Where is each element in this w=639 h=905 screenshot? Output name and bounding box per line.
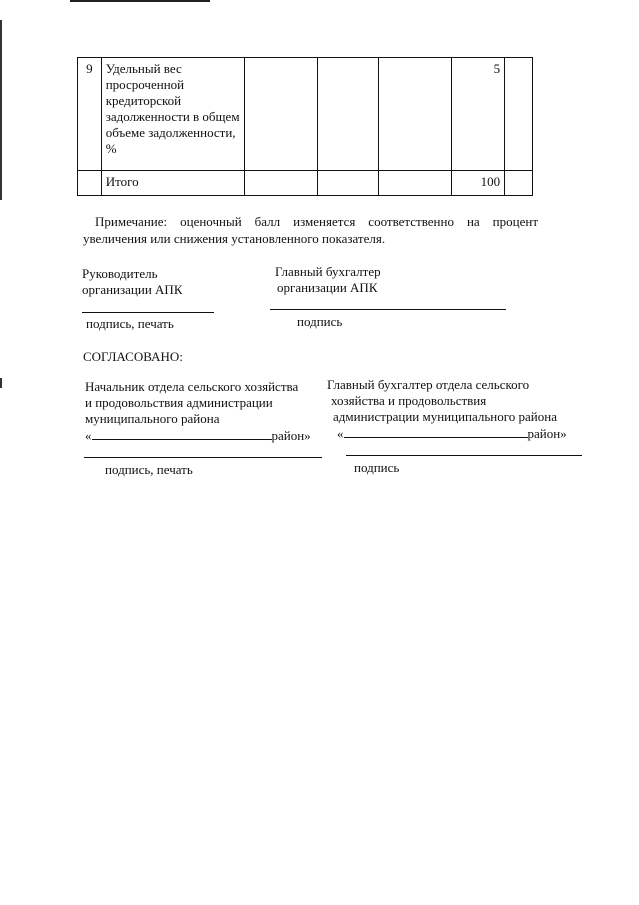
note-text: Примечание: оценочный балл изменяется соответственно на процент увеличения или снижения установленного показателя.	[83, 214, 538, 246]
row-name: Итого	[101, 171, 244, 196]
head-signature-caption: подпись, печать	[86, 316, 174, 331]
empty-cell	[379, 171, 452, 196]
row-score: 5	[452, 58, 505, 171]
empty-cell	[505, 171, 533, 196]
approved-left-line3: муниципального района	[85, 411, 220, 426]
accountant-title	[275, 264, 381, 296]
empty-cell	[505, 58, 533, 171]
scan-edge-top	[70, 0, 210, 2]
scan-edge-left-mark	[0, 378, 2, 388]
approved-left-caption: подпись, печать	[105, 462, 193, 477]
approved-right-line3: администрации муниципального района	[333, 409, 557, 424]
approved-right-caption: подпись	[354, 460, 400, 475]
district-blank	[344, 425, 528, 438]
approved-left-line1: Начальник отдела сельского хозяйства	[85, 379, 299, 394]
row-score: 100	[452, 171, 505, 196]
approved-left-line2: и продовольствия администрации	[85, 395, 273, 410]
head-signature-line	[82, 312, 214, 313]
approved-left-signature-line	[84, 457, 322, 458]
head-title	[82, 266, 183, 298]
empty-cell	[318, 171, 379, 196]
head-title-line1: Руководитель	[82, 266, 158, 281]
table-row	[78, 58, 533, 171]
accountant-signature-caption: подпись	[297, 314, 343, 329]
row-name: Удельный вес просроченной кредиторской задолженности в общем объеме задолженности, %	[101, 58, 244, 171]
accountant-signature-line	[270, 309, 506, 310]
table-row	[78, 171, 533, 196]
accountant-title-line1: Главный бухгалтер	[275, 264, 381, 279]
row-number	[78, 171, 102, 196]
approved-right-signature-line	[346, 455, 582, 456]
empty-cell	[379, 58, 452, 171]
approved-right-line1: Главный бухгалтер отдела сельского	[327, 377, 530, 392]
scan-edge-left	[0, 20, 2, 200]
empty-cell	[245, 58, 318, 171]
row-number: 9	[78, 58, 102, 171]
accountant-title-line2: организации АПК	[277, 280, 378, 295]
empty-cell	[245, 171, 318, 196]
head-title-line2: организации АПК	[82, 282, 183, 297]
approved-title: СОГЛАСОВАНО:	[83, 349, 183, 364]
approved-right-district: « район»	[337, 426, 567, 441]
approved-right-line2: хозяйства и продовольствия	[331, 393, 487, 408]
approved-right-title	[327, 377, 567, 442]
empty-cell	[318, 58, 379, 171]
note-paragraph	[83, 213, 538, 247]
approved-left-district: « район»	[85, 428, 311, 443]
approved-left-title	[85, 379, 311, 444]
district-blank	[92, 427, 272, 440]
indicators-table	[77, 57, 533, 196]
